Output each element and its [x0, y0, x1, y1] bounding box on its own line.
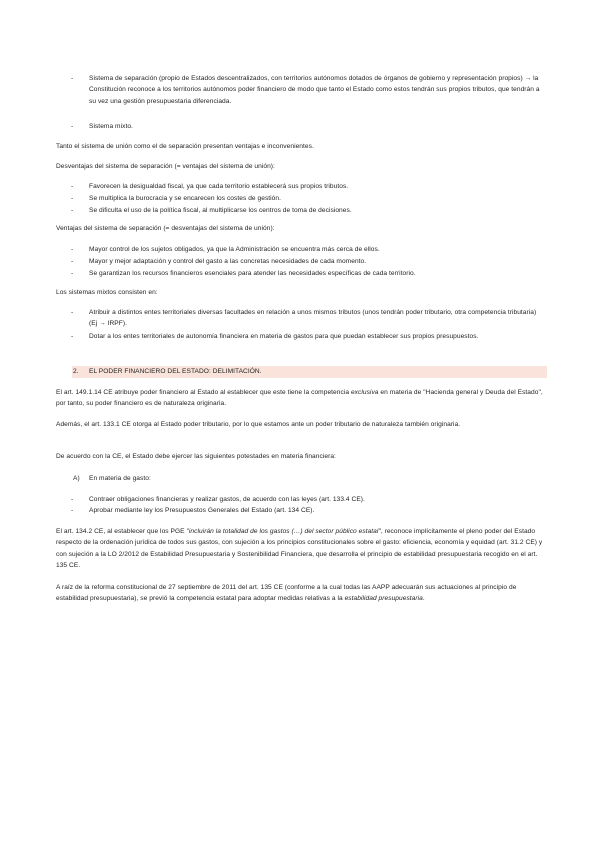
- list-item: Se multiplica la burocracia y se encarecen los costes de gestión.: [89, 195, 282, 202]
- emphasis: estabilidad presupuestaria: [344, 595, 423, 603]
- list-item: Mayor control de los sujetos obligados, ya que la Administración se encuentra más cerca de ellos.: [89, 246, 380, 253]
- list-item: Se garantizan los recursos financieros esenciales para atender las necesidades específicas de cada territorio.: [89, 270, 416, 277]
- paragraph: A raíz de la reforma constitucional de 27 septiembre de 2011 del art. 135 CE (conforme a la cual todas las AAPP adecuarán sus actuaciones al principio de estabilidad presupuestaria), se previó la competencia estatal para adoptar medidas relativas a la estabilidad presupuestaria.: [56, 584, 517, 603]
- list-item: Aprobar mediante ley los Presupuestos Generales del Estado (art. 134 CE).: [89, 507, 315, 514]
- paragraph: Además, el art. 133.1 CE otorga al Estado poder tributario, por lo que estamos ante un poder tributario de naturaleza también originaria.: [56, 421, 461, 428]
- list-item: Contraer obligaciones financieras y realizar gastos, de acuerdo con las leyes (art. 133.4 CE).: [89, 496, 365, 503]
- list-item: Atribuir a distintos entes territoriales diversas facultades en relación a unos mismos tributos (unos tendrán poder tributario, otra competencia tributaria) (Ej → IRPF).: [89, 309, 537, 328]
- emphasis: exclusiva: [350, 389, 379, 396]
- list-item: Sistema de separación (propio de Estados descentralizados, con territorios autónomos dotados de órganos de gobierno y representación propios) → la Constitución reconoce a los territorios autónomos poder financiero de modo que tanto el Estado como estos tendrán sus propios tributos, que tendrán a su vez una gestión presupuestaria diferenciada.: [89, 75, 540, 105]
- paragraph: De acuerdo con la CE, el Estado debe ejercer las siguientes potestades en materia financiera:: [56, 453, 336, 460]
- emphasis: "incluirán la totalidad de los gastos (…) del sector público estatal": [186, 528, 381, 535]
- paragraph: El art. 149.1.14 CE atribuye poder financiero al Estado al establecer que este tiene la competencia exclusiva en materia de "Hacienda general y Deuda del Estado", por tanto, su poder financiero es de naturaleza originaria.: [56, 389, 543, 408]
- list-heading: Desventajas del sistema de separación (= ventajas del sistema de unión):: [56, 163, 275, 170]
- list-item: Favorecen la desigualdad fiscal, ya que cada territorio establecerá sus propios tributos.: [89, 183, 349, 190]
- subsection-letter: A): [73, 475, 80, 482]
- list-item: Mayor y mejor adaptación y control del gasto a las concretas necesidades de cada momento.: [89, 258, 367, 265]
- list-item: Sistema mixto.: [89, 123, 133, 130]
- section-title: EL PODER FINANCIERO DEL ESTADO: DELIMITACIÓN.: [89, 368, 262, 375]
- list-item: Se dificulta el uso de la política fiscal, al multiplicarse los centros de toma de decisiones.: [89, 207, 352, 214]
- paragraph: El art. 134.2 CE, al establecer que los PGE "incluirán la totalidad de los gastos (…) del sector público estatal", reconoce implícitamente el pleno poder del Estado respecto de la ordenación jurídica de todos sus gastos, con sujeción a los principios constitucionales sobre el gasto: eficiencia, economía y equidad (art. 31.2 CE) y con sujeción a la LO 2/2012 de Estabilidad Presupuestaria y Sostenibilidad Financiera, que desarrolla el principio de estabilidad presupuestaria recogido en el art. 135 CE.: [56, 528, 543, 570]
- list-heading: Los sistemas mixtos consisten en:: [56, 289, 158, 296]
- list-heading: Ventajas del sistema de separación (= desventajas del sistema de unión):: [56, 225, 275, 232]
- paragraph: Tanto el sistema de unión como el de separación presentan ventajas e inconvenientes.: [56, 143, 314, 150]
- section-number: 2.: [73, 368, 79, 375]
- subsection-title: En materia de gasto:: [89, 475, 151, 482]
- list-item: Dotar a los entes territoriales de autonomía financiera en materia de gastos para que puedan establecer sus propios presupuestos.: [89, 333, 479, 340]
